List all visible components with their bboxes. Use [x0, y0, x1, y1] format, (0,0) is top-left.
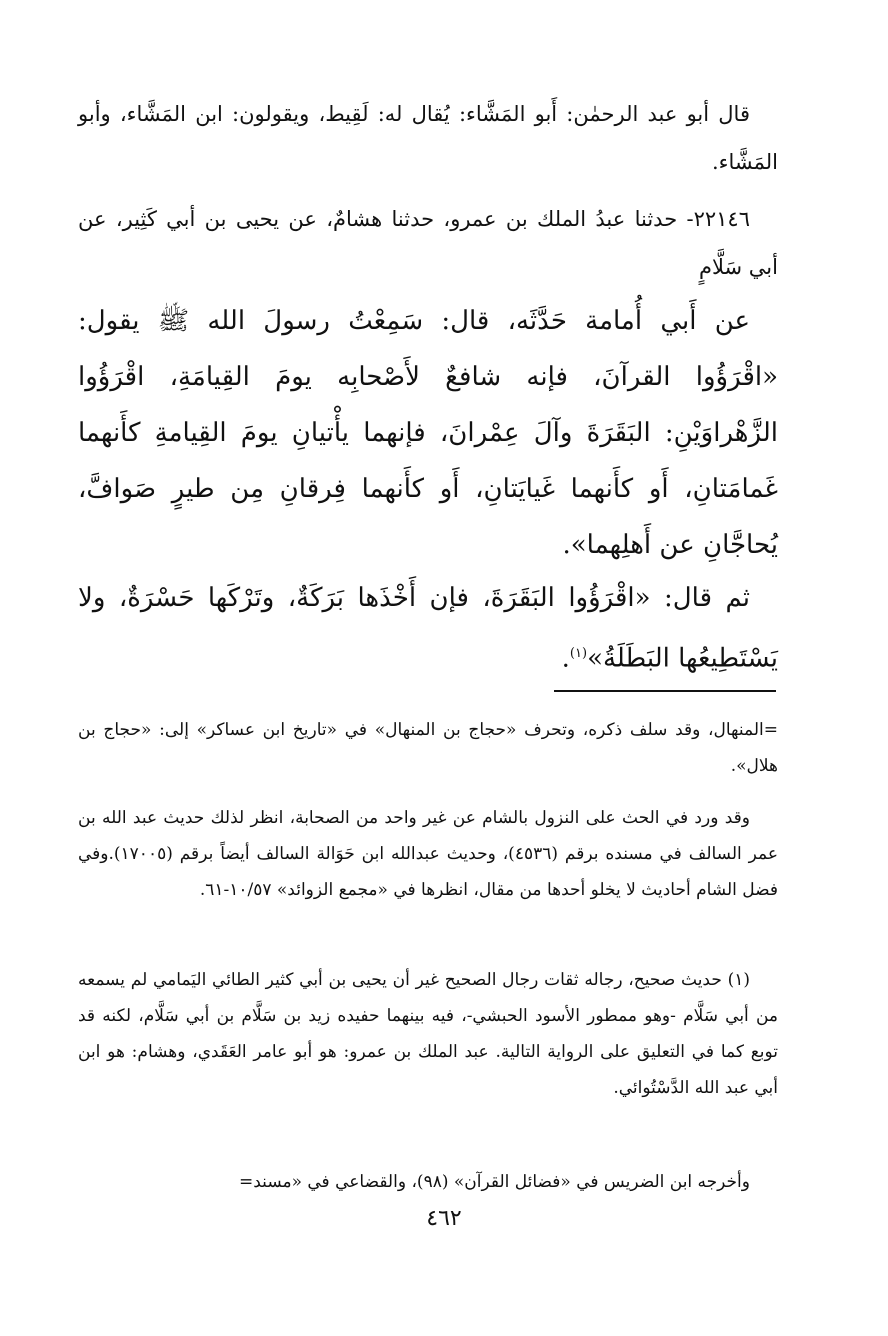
footnote-1-continued: وأخرجه ابن الضريس في «فضائل القرآن» (٩٨)، والقضاعي في «مسند=	[239, 1172, 750, 1192]
footnote-continuation: =المنهال، وقد سلف ذكره، وتحرف «حجاج بن المنهال» في «تاريخ ابن عساكر» إلى: «حجاج بن هلال».	[78, 720, 778, 776]
footnote-paragraph: وقد ورد في الحث على النزول بالشام عن غير واحد من الصحابة، انظر لذلك حديث عبد الله بن عمر السالف في مسنده برقم (٤٥٣٦)، وحديث عبدالله ابن حَوَالة السالف أيضاً برقم (١٧٠٠٥).وفي فضل الشام أحاديث لا يخلو أحدها من مقال، انظرها في «مجمع الزوائد» ١٠/٥٧-٦١.	[78, 808, 779, 900]
hadith-number: ٢٢١٤٦	[693, 207, 750, 231]
footnote-divider	[554, 690, 776, 692]
footnote-1: (١) حديث صحيح، رجاله ثقات رجال الصحيح غير أن يحيى بن أبي كثير الطائي اليَمامي لم يسمعه من أبي سَلَّام -وهو ممطور الأسود الحبشي-، فيه بينهما حفيده زيد بن سَلَّام بن أبي سَلَّام، لكنه قد توبع كما في التعليق على الرواية التالية. عبد الملك بن عمرو: هو أبو عامر العَقَدي، وهشام: هو ابن أبي عبد الله الدَّسْتُوائي.	[78, 970, 778, 1098]
hadith-text: عن أَبي أُمامة حَدَّثَه، قال: سَمِعْتُ رسولَ الله ﷺ يقول: «اقْرَؤُوا القرآنَ، فإنه شافعٌ لأَصْحابِه يومَ القِيامَةِ، اقْرَؤُوا الزَّهْراوَيْنِ: البَقَرَةَ وآلَ عِمْرانَ، فإنهما يأْتيانِ يومَ القِيامةِ كأَنهما غَمامَتانِ، أَو كأَنهما غَيايَتانِ، أَو كأَنهما فِرقانِ مِن طيرٍ صَوافَّ، يُحاجَّانِ عن أَهلِهما».	[78, 306, 778, 560]
hadith-isnad: - حدثنا عبدُ الملك بن عمرو، حدثنا هشامٌ، عن يحيى بن أبي كَثِير، عن أبي سَلَّامٍ	[78, 207, 778, 279]
intro-paragraph: قال أبو عبد الرحمٰن: أَبو المَشَّاء: يُقال له: لَقِيط، ويقولون: ابن المَشَّاء، وأبو المَشَّاء.	[78, 102, 778, 174]
hadith-text-continued-end: .	[561, 643, 570, 674]
hadith-heading	[78, 195, 778, 291]
page-number: ٤٦٢	[426, 1206, 462, 1231]
hadith-text-continued-body: ثم قال: «اقْرَؤُوا البَقَرَةَ، فإن أَخْذَها بَرَكَةٌ، وتَرْكَها حَسْرَةٌ، ولا يَسْتَطِيعُها البَطَلَةُ»	[78, 583, 778, 674]
hadith-text-continued	[78, 570, 778, 687]
footnote-reference: (١)	[569, 646, 588, 661]
